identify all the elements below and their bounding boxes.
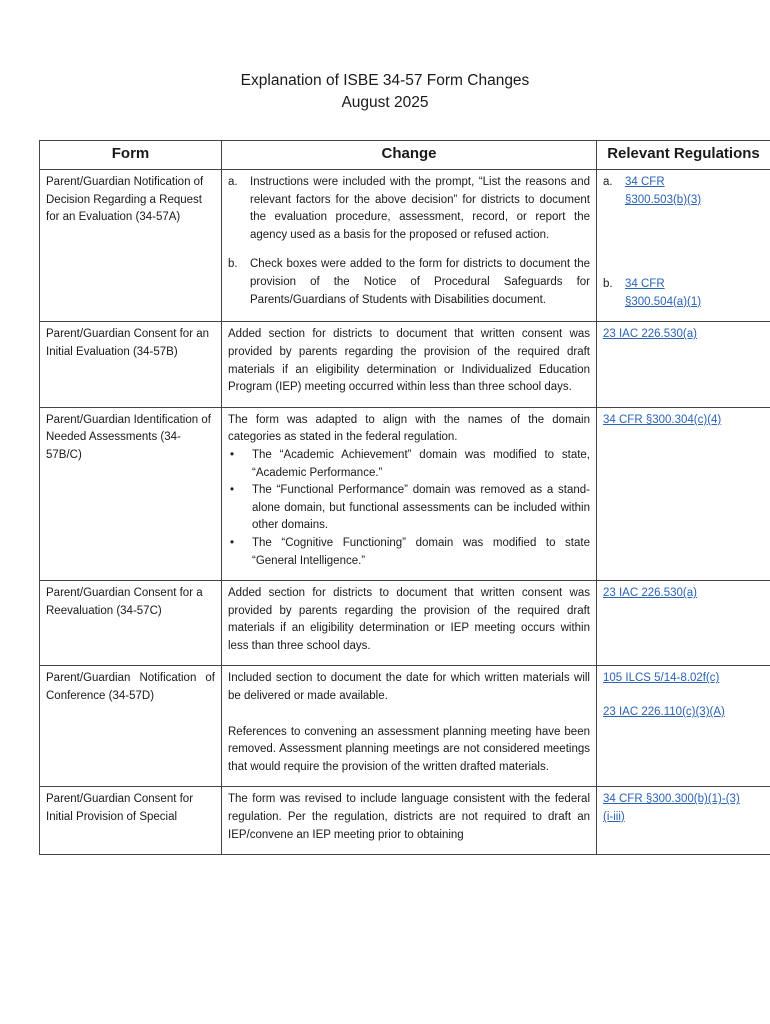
change-text: Included section to document the date for which written materials will be delivered or made available. [228,672,590,703]
bullet-marker: • [230,448,235,461]
regulations-cell [597,581,770,666]
list-marker: a. [603,176,613,188]
change-cell: Added section for districts to document that written consent was provided by parents regarding the provision of the required draft materials if an eligibility determination or Individualized Education Program (IEP) meeting occurred within less than three school days. [222,322,597,407]
form-cell: Parent/Guardian Notification of Conference (34-57D) [40,666,222,787]
document-title [0,70,770,114]
change-cell: Added section for districts to document that written consent was provided by parents regarding the provision of the required draft materials if an eligibility determination or IEP meeting occurs within less than three school days. [222,581,597,666]
form-cell: Parent/Guardian Identification of Needed Assessments (34-57B/C) [40,407,222,580]
regulation-link[interactable]: 23 IAC 226.530(a) [603,328,697,341]
bullet-item [228,535,590,570]
list-marker: b. [228,258,238,271]
table-row [40,322,770,407]
table-row [40,407,770,580]
change-cell: The form was revised to include language consistent with the federal regulation. Per the regulation, districts are not required to draft an IEP/convene an IEP meeting prior to obtaining [222,787,597,855]
changes-table [39,140,770,855]
regulation-link[interactable]: 34 CFR §300.300(b)(1)-(3)(i-iii) [603,793,740,824]
table-row [40,666,770,787]
title-date: August 2025 [341,94,429,111]
regulations-cell [597,787,770,855]
change-item-b [228,256,590,309]
change-item-a [228,174,590,244]
regulation-link[interactable]: 23 IAC 226.110(c)(3)(A) [603,706,725,719]
form-cell: Parent/Guardian Consent for a Reevaluation (34-57C) [40,581,222,666]
regulation-link[interactable]: 105 ILCS 5/14-8.02f(c) [603,672,720,685]
form-cell: Parent/Guardian Consent for an Initial Evaluation (34-57B) [40,322,222,407]
regulations-cell [597,666,770,787]
list-marker: a. [228,176,238,188]
header-regulations: Relevant Regulations [597,141,770,170]
table-row [40,170,770,322]
regulation-item-a [603,174,764,209]
form-cell: Parent/Guardian Consent for Initial Provision of Special [40,787,222,855]
table-row [40,787,770,855]
header-change: Change [222,141,597,170]
change-cell [222,407,597,580]
change-cell [222,170,597,322]
regulation-link[interactable]: 34 CFR §300.504(a)(1) [625,278,702,308]
form-cell: Parent/Guardian Notification of Decision Regarding a Request for an Evaluation (34-57A) [40,170,222,322]
table-header-row [40,141,770,170]
regulation-link[interactable]: 34 CFR §300.503(b)(3) [625,176,702,206]
list-marker: b. [603,278,613,291]
bullet-text: The “Academic Achievement” domain was modified to state, “Academic Performance.” [252,448,590,479]
title-line-1: Explanation of ISBE 34-57 Form Changes [240,72,530,89]
change-text: References to convening an assessment planning meeting have been removed. Assessment planning meetings are not considered meetings that would require the provision of the written drafted materials. [228,725,590,773]
regulations-cell [597,322,770,407]
bullet-item [228,447,590,482]
bullet-item [228,482,590,535]
regulation-item-b [603,276,764,311]
change-cell [222,666,597,787]
regulations-cell [597,407,770,580]
bullet-text: The “Cognitive Functioning” domain was modified to state “General Intelligence.” [252,536,590,567]
changes-table-container [39,140,770,926]
regulations-cell [597,170,770,322]
bullet-marker: • [230,536,235,549]
bullet-marker: • [230,484,235,497]
regulation-link[interactable]: 23 IAC 226.530(a) [603,587,697,600]
table-row [40,581,770,666]
change-text: Instructions were included with the prompt, “List the reasons and relevant factors for the above decision” for districts to document the evaluation procedure, assessment, record, or report the agency used as a basis for the proposed or refused action. [250,176,590,241]
regulation-link[interactable]: 34 CFR §300.304(c)(4) [603,413,722,426]
bullet-text: The “Functional Performance” domain was removed as a stand-alone domain, but functional assessments can be included within other domains. [252,484,590,532]
change-text: Check boxes were added to the form for districts to document the provision of the Notice of Procedural Safeguards for Parents/Guardians of Students with Disabilities document. [250,258,590,306]
header-form: Form [40,141,222,170]
change-text: The form was adapted to align with the names of the domain categories as stated in the federal regulation. [228,413,590,444]
